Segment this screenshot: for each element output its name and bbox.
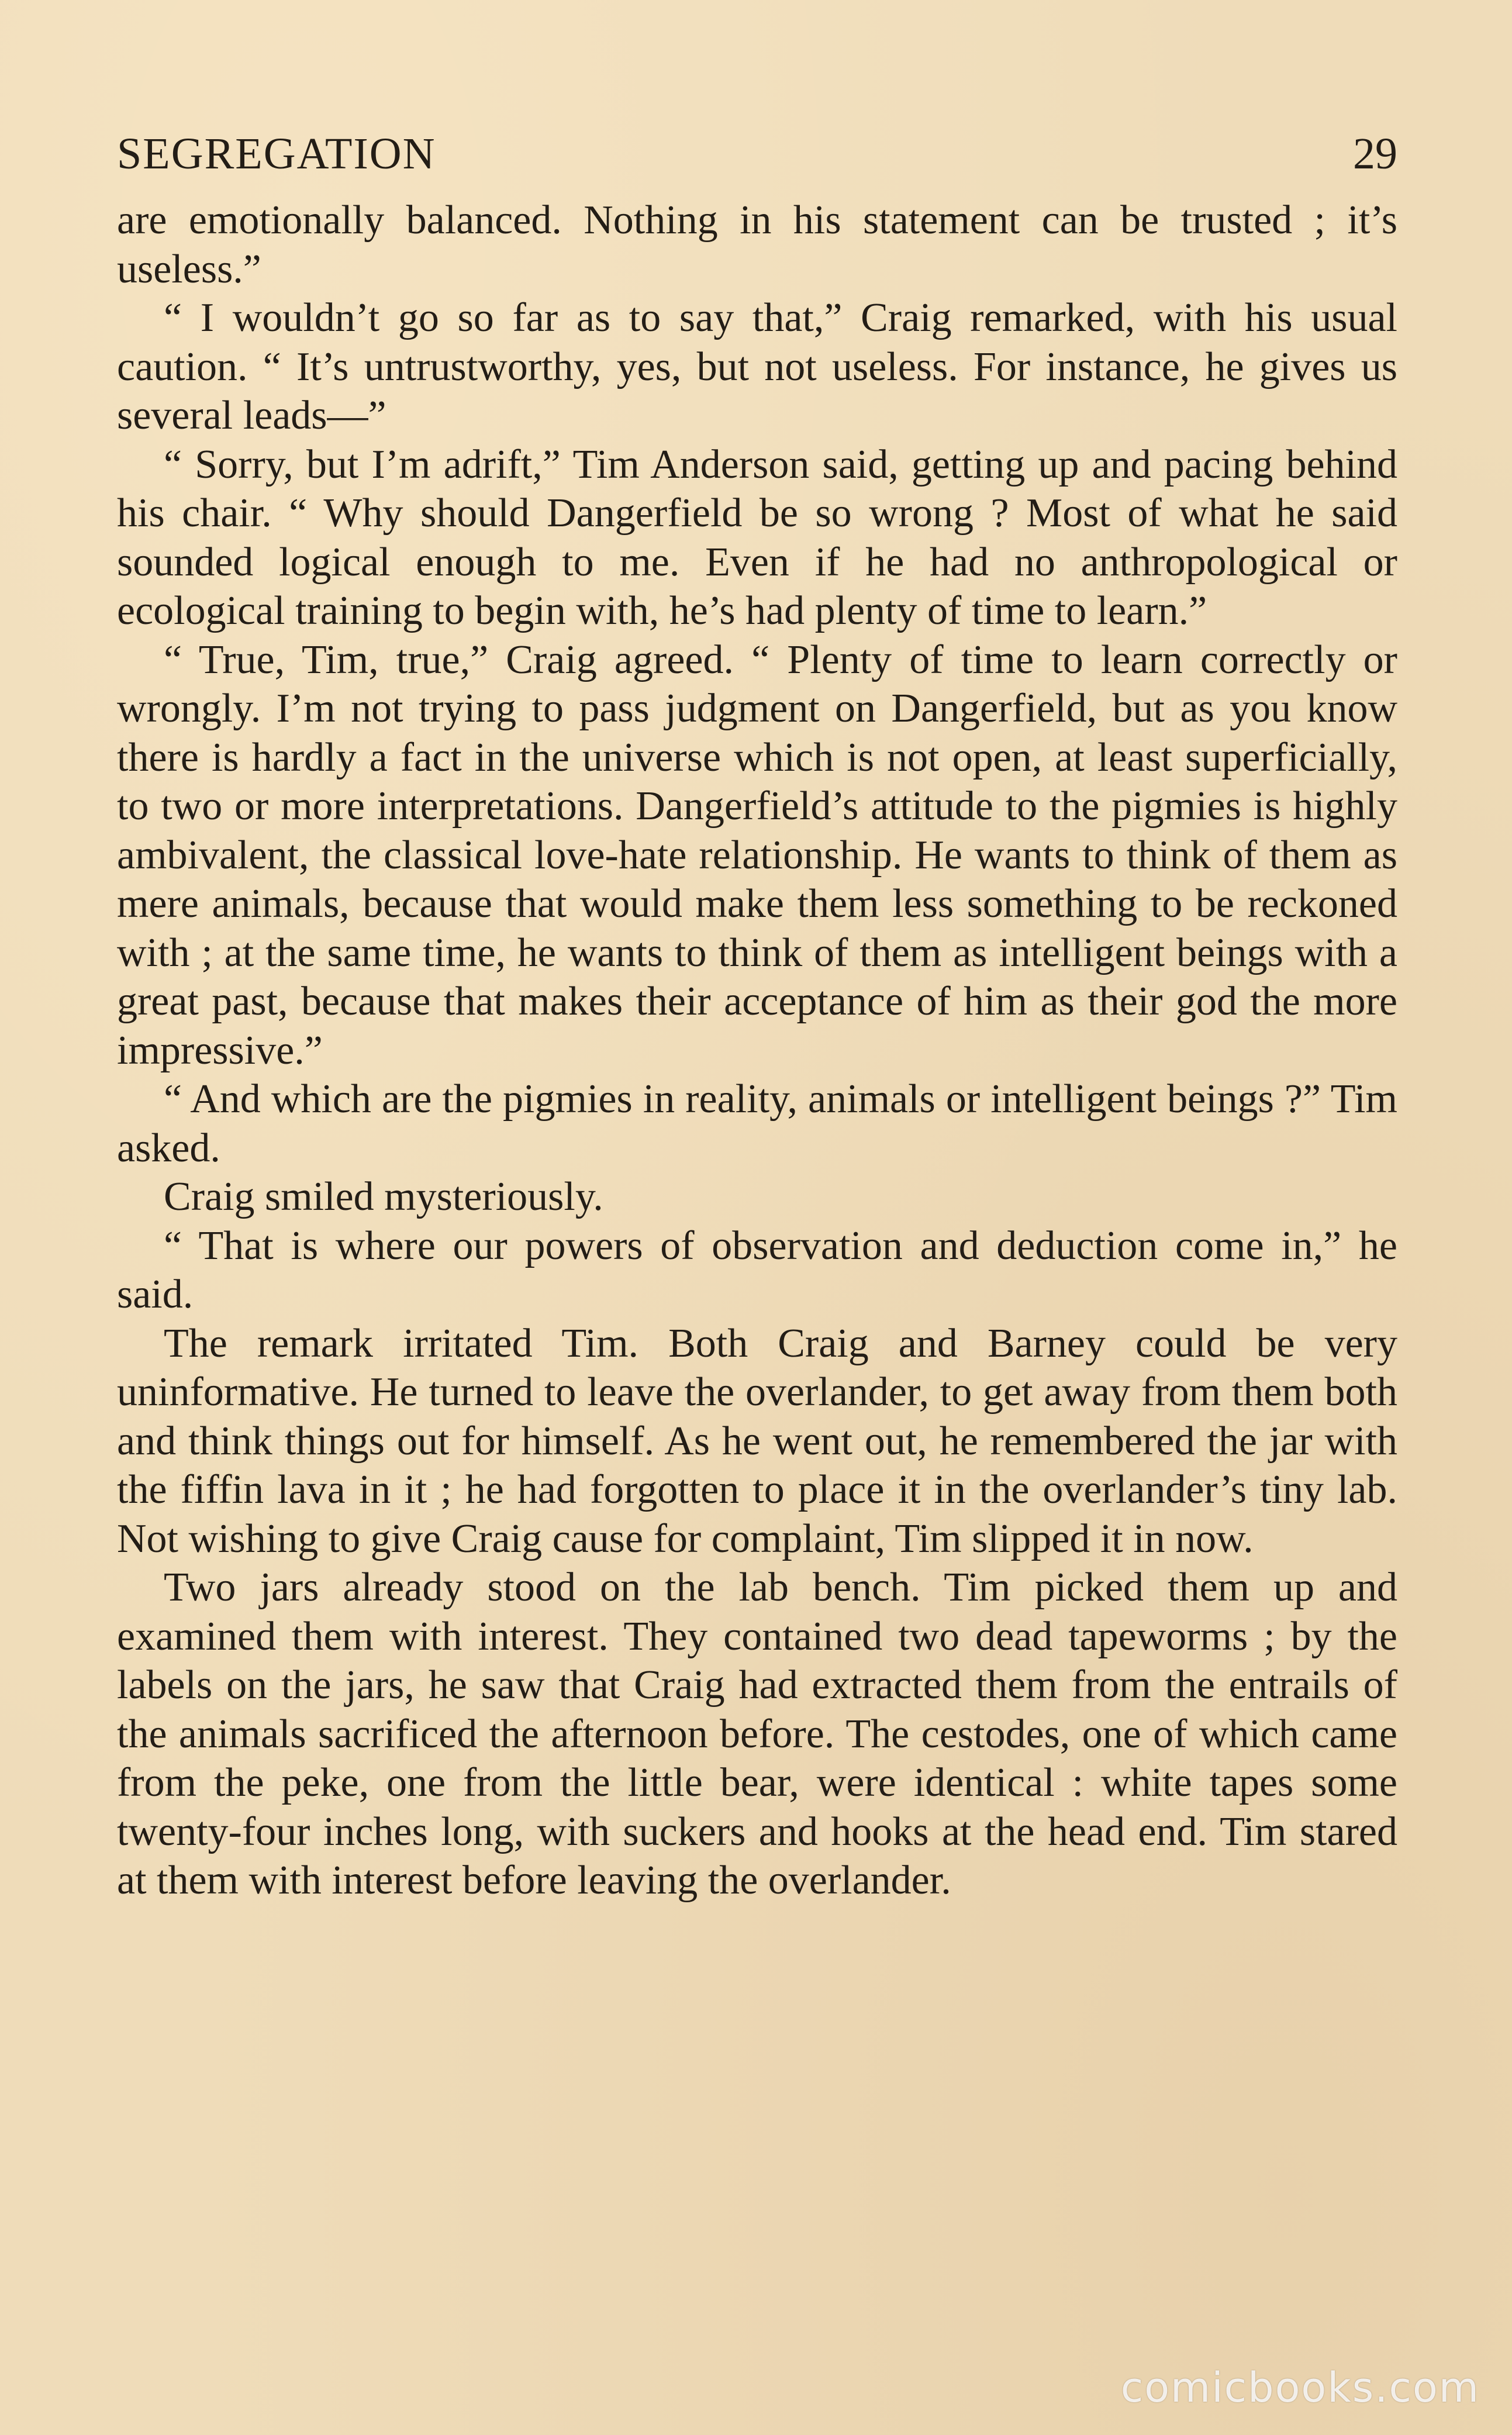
paragraph: “ I wouldn’t go so far as to say that,” Craig remarked, with his usual caution. “ It’s untrustworthy, yes, but not useless. For instance, he gives us several leads—”	[117, 295, 1397, 438]
paragraph: Craig smiled mysteriously.	[164, 1174, 603, 1219]
paragraph: “ True, Tim, true,” Craig agreed. “ Plenty of time to learn correctly or wrongly. I’m not trying to pass judgment on Dangerfield, but as you know there is hardly a fact in the universe which is not open, at least superficially, to two or more interpretations. Dangerfield’s attitude to the pigmies is highly ambivalent, the classical love-hate relationship. He wants to think of them as mere animals, because that would make them less something to be reckoned with ; at the same time, he wants to think of them as intelligent beings with a great past, because that makes their acceptance of him as their god the more impressive.”	[117, 637, 1397, 1073]
watermark: comicbooks.com	[1120, 2364, 1480, 2412]
paragraph: are emotionally balanced. Nothing in his statement can be trusted ; it’s useless.”	[117, 198, 1397, 292]
running-title: SEGREGATION	[117, 129, 436, 178]
paragraph: “ Sorry, but I’m adrift,” Tim Anderson said, getting up and pacing behind his chair. “ Why should Dangerfield be so wrong ? Most of what he said sounded logical enough to me. Even if he had no anthropological or ecological training to begin with, he’s had plenty of time to learn.”	[117, 442, 1397, 633]
body-text	[117, 196, 1397, 1905]
book-page	[117, 129, 1397, 1905]
page-number: 29	[1353, 129, 1397, 178]
paragraph: The remark irritated Tim. Both Craig and Barney could be very uninformative. He turned to leave the overlander, to get away from them both and think things out for himself. As he went out, he remembered the jar with the fiffin lava in it ; he had forgotten to place it in the overlander’s tiny lab. Not wishing to give Craig cause for complaint, Tim slipped it in now.	[117, 1320, 1397, 1561]
paragraph: “ That is where our powers of observation and deduction come in,” he said.	[117, 1223, 1397, 1317]
running-head	[117, 129, 1397, 196]
paragraph: “ And which are the pigmies in reality, animals or intelligent beings ?” Tim asked.	[117, 1077, 1397, 1171]
paragraph: Two jars already stood on the lab bench. Tim picked them up and examined them with interest. They contained two dead tapeworms ; by the labels on the jars, he saw that Craig had extracted them from the entrails of the animals sacrificed the afternoon before. The cestodes, one of which came from the peke, one from the little bear, were identical : white tapes some twenty-four inches long, with suckers and hooks at the head end. Tim stared at them with interest before leaving the overlander.	[117, 1565, 1397, 1903]
